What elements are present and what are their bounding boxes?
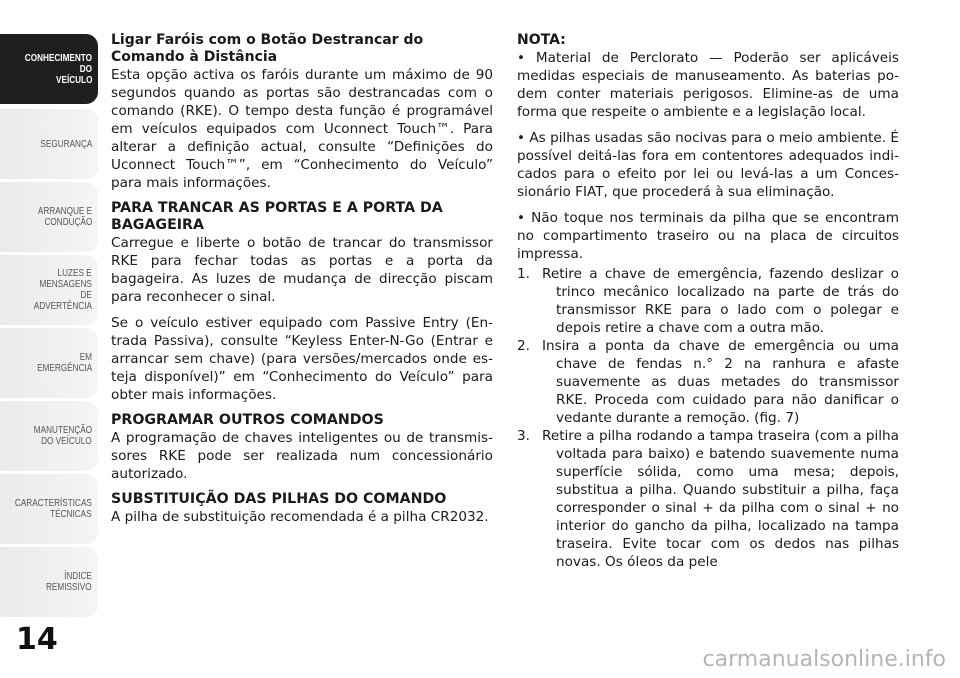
section-heading: SUBSTITUIÇÃO DAS PILHAS DO COMANDO <box>111 491 447 507</box>
paragraph: Carregue e liberte o botão de trancar do transmissor RKE para fechar todas as portas e a porta da bagageira. As luzes de mudança de direcção piscam para reconhecer o sinal. <box>111 235 493 305</box>
tab-em-emergencia[interactable] <box>0 328 98 398</box>
paragraph: A pilha de substituição recomendada é a pilha CR2032. <box>111 509 489 525</box>
page-number: 14 <box>16 622 58 657</box>
section-title: Ligar Faróis com o Botão Destrancar do Comando à Distância <box>111 32 424 65</box>
chapter-sidebar <box>0 0 100 600</box>
note-bullet: • Material de Perclorato — Poderão ser aplicáveis medidas especiais de manuseamento. As baterias podem conter materiais perigosos. Elimine-as de uma forma que respeite o ambiente e a legislação local. <box>517 50 899 120</box>
tab-indice-remissivo[interactable] <box>0 547 98 617</box>
tab-label-line: VEÍCULO <box>55 74 92 86</box>
tab-luzes-e-mensagens[interactable] <box>0 255 98 325</box>
note-bullet: • As pilhas usadas são nocivas para o meio ambiente. É possível deitá-las fora em contentores adequados indicados para o efeito por lei ou levá-las a um Concessionário FIAT, que procederá à sua eliminação. <box>517 130 899 200</box>
note-title: NOTA: <box>517 32 566 48</box>
tab-label-line: REMISSIVO <box>46 582 92 593</box>
tab-label-line: EMERGÊNCIA <box>36 363 92 374</box>
section-heading: PROGRAMAR OUTROS COMANDOS <box>111 412 384 428</box>
tab-label-line: CONDUÇÃO <box>44 217 92 228</box>
step-text: Retire a pilha rodando a tampa traseira (com a pilha voltada para baixo) e batendo suavemente numa superfície sólida, como uma mesa; depois, substitua a pilha. Quando substituir a pilha, faça corresponder o sinal + da pilha com o sinal + no interior do gancho da pilha, localizado na tampa traseira. Evite tocar com os dedos nas pilhas novas. Os óleos da pele <box>542 428 899 570</box>
tab-label-line: ARRANQUE E <box>37 206 92 217</box>
step-item <box>517 427 899 571</box>
tab-label-line: DO <box>79 63 92 75</box>
tab-label-line: ÍNDICE <box>64 571 92 582</box>
tab-caracteristicas-tecnicas[interactable] <box>0 474 98 544</box>
paragraph: Esta opção activa os faróis durante um máximo de 90 segundos quando as portas são destrancadas com o comando (RKE). O tempo desta função é programável em veículos equipados com Uconnect Touch™. Para alterar a definição actual, consulte “Definições do Uconnect Touch™”, em “Conhecimento do Veículo” para mais informações. <box>111 67 493 191</box>
tab-label-line: TÉCNICAS <box>50 509 92 520</box>
step-number: 3. <box>517 428 530 444</box>
left-column <box>111 32 493 534</box>
note-bullet: • Não toque nos terminais da pilha que se encontram no compartimento traseiro ou na placa de circuitos impressa. <box>517 210 899 262</box>
step-item <box>517 337 899 427</box>
tab-label-line: MENSAGENS <box>39 279 92 290</box>
paragraph: A programação de chaves inteligentes ou de transmissores RKE pode ser realizada num concessionário autorizado. <box>111 430 493 482</box>
steps-list <box>517 265 899 571</box>
tab-label-line: LUZES E <box>57 268 92 279</box>
tab-label-line: DO VEÍCULO <box>41 436 92 447</box>
tab-seguranca[interactable] <box>0 109 98 179</box>
tab-label-line: MANUTENÇÃO <box>33 425 92 436</box>
tab-manutencao-do-veiculo[interactable] <box>0 401 98 471</box>
tab-conhecimento-do-veiculo[interactable] <box>0 34 98 104</box>
right-column <box>517 32 899 571</box>
step-number: 1. <box>517 266 530 282</box>
tab-label-line: CARACTERÍSTICAS <box>14 498 92 509</box>
tab-label-line: CONHECIMENTO <box>24 52 92 64</box>
step-number: 2. <box>517 338 530 354</box>
tab-label-line: DE <box>80 290 92 301</box>
step-item <box>517 265 899 337</box>
section-heading: PARA TRANCAR AS PORTAS E A PORTA DA BAGAGEIRA <box>111 200 443 233</box>
tab-arranque-e-conducao[interactable] <box>0 182 98 252</box>
step-text: Retire a chave de emergência, fazendo deslizar o trinco mecânico localizado na parte de trás do transmissor RKE para o lado com o polegar e depois retire a chave com a outra mão. <box>542 266 899 336</box>
watermark: carmanualsonline.info <box>702 647 946 672</box>
tab-label-line: EM <box>79 352 92 363</box>
tab-label-line: ADVERTÊNCIA <box>33 301 92 312</box>
tab-label-line: SEGURANÇA <box>40 138 92 150</box>
step-text: Insira a ponta da chave de emergência ou uma chave de fendas n.° 2 na ranhura e afaste suavemente as duas metades do transmissor RKE. Proceda com cuidado para não danificar o vedante durante a remoção. (fig. 7) <box>542 338 899 426</box>
paragraph: Se o veículo estiver equipado com Passive Entry (Entrada Passiva), consulte “Keyless Enter-N-Go (Entrar e arrancar sem chave) (para versões/mercados onde esteja disponível)” em “Conhecimento do Veículo” para obter mais informações. <box>111 315 493 403</box>
